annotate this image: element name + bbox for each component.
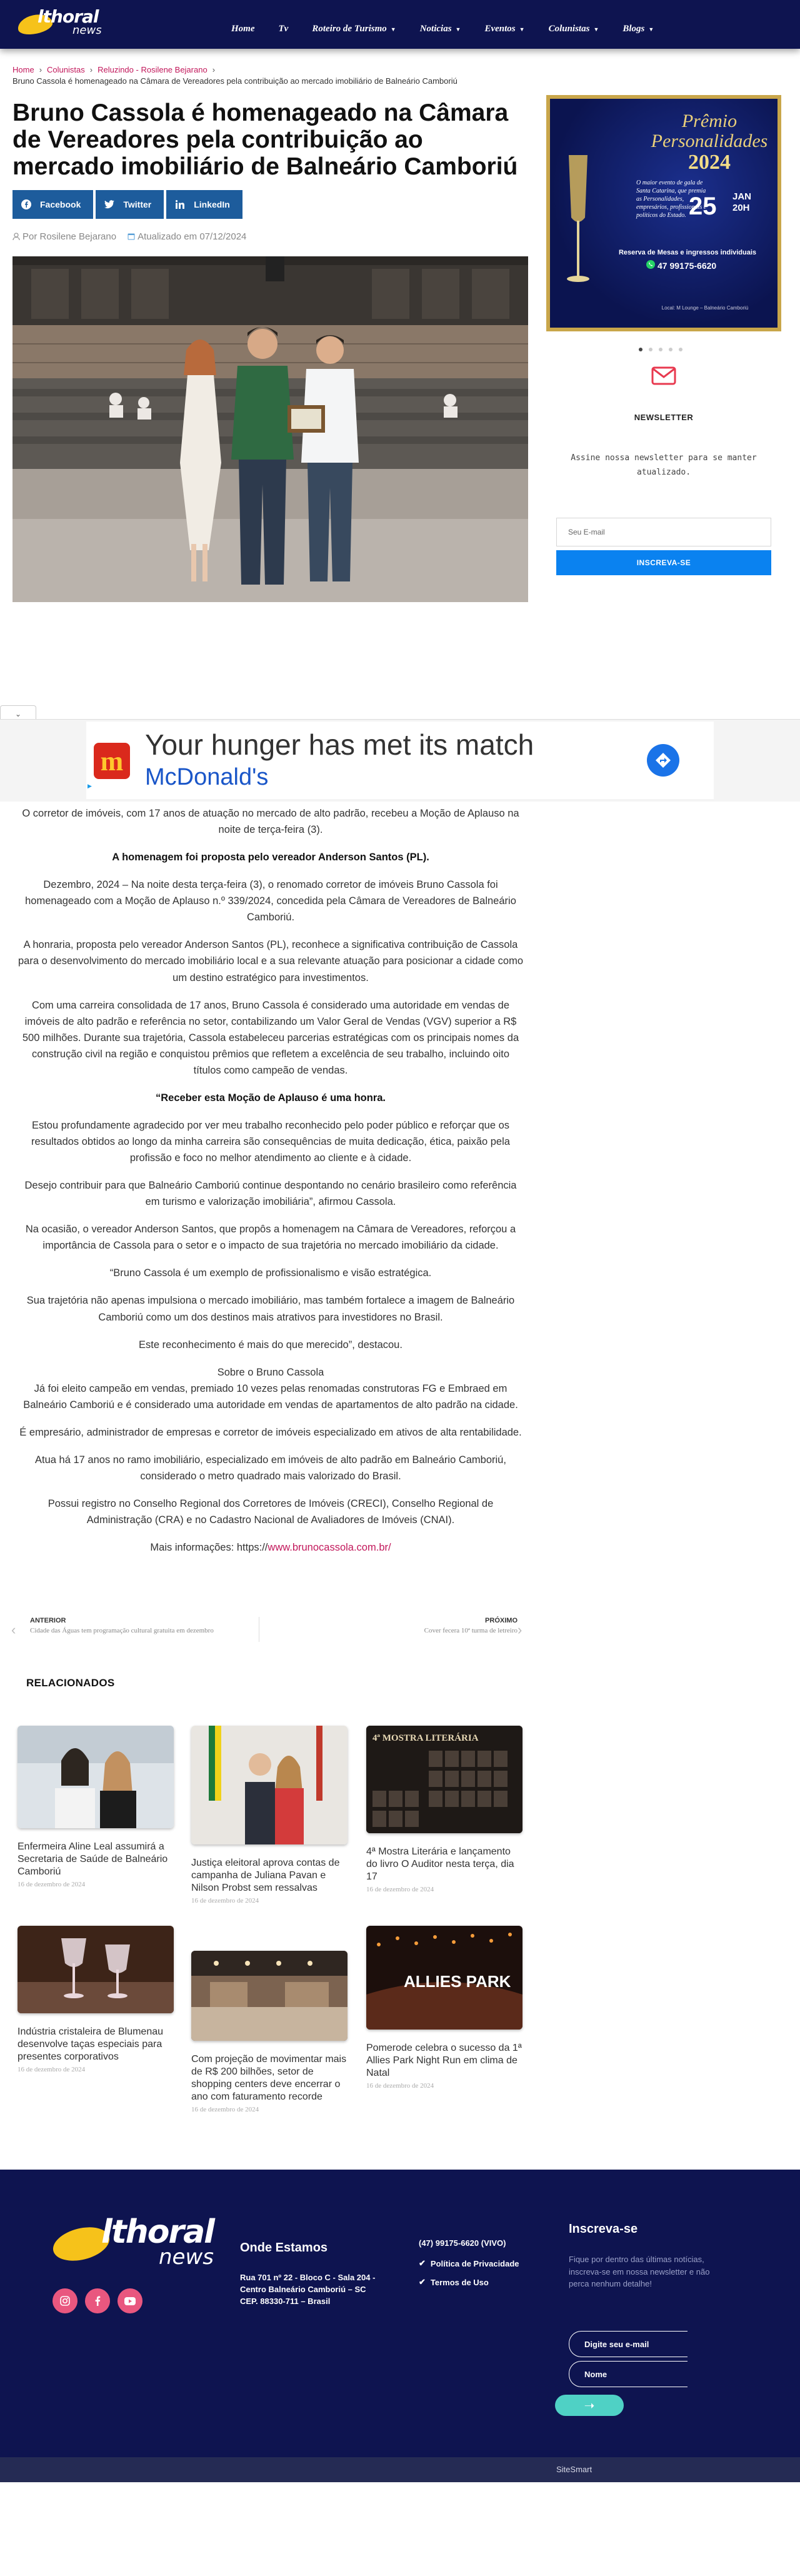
newsletter-text: Assine nossa newsletter para se manter atualizado. [571,453,757,477]
chevron-down-icon: ▼ [648,26,654,33]
share-linkedin-button[interactable]: LinkedIn [166,190,242,219]
footer-subscribe-text: Fique por dentro das últimas notícias, inscreva-se em nossa newsletter e não perca nenhum detalhe! [569,2255,710,2288]
footer-phone[interactable]: (47) 99175-6620 (VIVO) [419,2238,506,2248]
logo-subtext: news [72,24,102,37]
related-card-date: 16 de dezembro de 2024 [366,2082,434,2090]
article-paragraph: “Bruno Cassola é um exemplo de profissionalismo e visão estratégica. [109,1267,432,1279]
related-thumb[interactable] [191,1726,348,1844]
user-icon [12,232,20,239]
carousel-dot[interactable] [659,348,662,351]
chevron-down-icon: ⌄ [14,709,22,718]
carousel-dot[interactable] [639,348,642,351]
whatsapp-icon [646,260,655,271]
related-card[interactable] [18,1726,174,1888]
breadcrumb-home[interactable]: Home [12,65,34,74]
mcdonalds-logo-icon: m [94,743,130,779]
promo-description: O maior evento de gala de Santa Catarina, que premia as Personalidades, empresários, profissionais e políticos do Estado. [636,179,707,219]
chevron-right-icon: › [39,65,42,74]
mostra-thumb-text: 4ª MOSTRA LITERÁRIA [372,1733,479,1743]
check-icon: ✔ [419,2277,426,2287]
nav-roteiro[interactable]: Roteiro de Turismo ▼ [312,24,396,34]
article-paragraph: “Receber esta Moção de Aplauso é uma honra. [156,1092,386,1104]
article-title: Bruno Cassola é homenageado na Câmara de Vereadores pela contribuição ao mercado imobiliário de Balneário Camboriú [12,99,518,180]
article-body [18,805,524,1567]
related-card[interactable] [18,1926,174,2073]
footer-link-terms[interactable]: ✔ Termos de Uso [419,2277,489,2287]
nav-blogs[interactable]: Blogs ▼ [622,24,654,34]
share-facebook-button[interactable]: Facebook [12,190,93,219]
related-thumb[interactable] [18,1726,174,1828]
related-card-title[interactable]: Enfermeira Aline Leal assumirá a Secretaria de Saúde de Balneário Camboriú [18,1841,168,1877]
related-card[interactable] [366,1926,522,2090]
article-author[interactable]: Por Rosilene Bejarano [12,231,116,242]
nav-noticias[interactable]: Noticias ▼ [419,24,461,34]
article-paragraph: Sua trajetória não apenas impulsiona o mercado imobiliário, mas também fortalece a imagem de Balneário Camboriú como um dos destinos mais atrativos para investidores no Brasil. [26,1295,515,1323]
check-icon: ✔ [419,2258,426,2268]
article-paragraph: Possui registro no Conselho Regional dos Corretores de Imóveis (CRECI), Conselho Regional de Administração (CRA) e no Cadastro Nacional de Avaliadores de Imóveis (CNAI). [48,1498,494,1526]
newsletter-email-input[interactable]: Seu E-mail [556,518,771,546]
related-card-date: 16 de dezembro de 2024 [191,2106,259,2113]
nav-eventos[interactable]: Eventos ▼ [484,24,525,34]
carousel-dot[interactable] [649,348,652,351]
champagne-glass-icon [562,155,594,286]
article-paragraph: Na ocasião, o vereador Anderson Santos, que propôs a homenagem na Câmara de Vereadores, reforçou a importância de Cassola para o setor e o impacto de sua trajetória no mercado imobiliário da cidade. [25,1224,516,1252]
promo-title: Prêmio Personalidades 2024 [651,111,768,174]
chevron-down-icon: ▼ [593,26,599,33]
directions-arrow-icon[interactable] [647,744,679,777]
linkedin-icon [175,199,185,209]
article-paragraph: É empresário, administrador de empresas e corretor de imóveis especializado em ativos de alta rentabilidade. [19,1426,522,1438]
footer-address: Rua 701 nº 22 - Bloco C - Sala 204 - Centro Balneário Camboriú – SC CEP. 88330-711 – Brasil [240,2273,376,2306]
promo-banner[interactable] [546,95,781,331]
related-thumb[interactable] [18,1926,174,2013]
facebook-icon[interactable] [85,2288,110,2313]
article-meta [12,231,246,242]
chevron-down-icon: ▼ [455,26,461,33]
footer-subscribe-title: Inscreva-se [569,2222,638,2236]
ad-brand[interactable]: McDonald's [145,764,269,790]
related-thumb[interactable] [366,1926,522,2030]
promo-phone: 47 99175-6620 [646,260,716,271]
article-paragraph: Dezembro, 2024 – Na noite desta terça-feira (3), o renomado corretor de imóveis Bruno Cassola foi homenageado com a Moção de Aplauso n.º 339/2024, concedida pela Câmara de Vereadores de Balneário Camboriú. [25,879,516,923]
breadcrumb-current: Bruno Cassola é homenageado na Câmara de Vereadores pela contribuição ao mercado imobiliário de Balneário Camboriú [12,76,458,86]
article-photo [12,256,528,602]
related-thumb[interactable] [366,1726,522,1833]
carousel-dot[interactable] [679,348,682,351]
facebook-icon [21,199,31,209]
twitter-icon [104,199,114,209]
site-logo[interactable] [18,5,111,43]
promo-footer: Local: M Lounge – Balneário Camboriú [661,305,749,311]
footer-email-input[interactable]: Digite seu e-mail [569,2331,688,2357]
article-paragraph: Estou profundamente agradecido por ver meu trabalho reconhecido pelo poder público e reforçar que os resultados obtidos ao longo da minha carreira são consequências de muita dedicação, ética, paixão pela profissão e foco no melhor atendimento ao cliente e à cidade. [31,1119,510,1164]
article-paragraph: Atua há 17 anos no ramo imobiliário, especializado em imóveis de alto padrão em Balneário Camboriú, considerado o metro quadrado mais valorizado do Brasil. [35,1454,506,1482]
newsletter-subscribe-button[interactable]: INSCREVA-SE [556,550,771,575]
footer-link-privacy[interactable]: ✔ Política de Privacidade [419,2258,519,2268]
logo-text: lthoral [38,6,99,27]
promo-month-time: JAN 20H [732,191,752,213]
instagram-icon[interactable] [52,2288,78,2313]
chevron-right-icon[interactable]: › [518,1622,522,1638]
related-card-date: 16 de dezembro de 2024 [191,1897,259,1904]
chevron-down-icon: ▼ [519,26,525,33]
chevron-right-icon: › [89,65,93,74]
related-card-title[interactable]: Indústria cristaleira de Blumenau desenvolve taças especiais para presentes corporativos [18,2026,164,2062]
article-paragraph: A homenagem foi proposta pelo vereador Anderson Santos (PL). [112,852,429,863]
site-footer [0,2170,800,2457]
share-bar [12,190,242,219]
youtube-icon[interactable] [118,2288,142,2313]
related-card[interactable] [366,1726,522,1893]
promo-reserve: Reserva de Mesas e ingressos individuais [618,249,757,256]
promo-day: 25 [689,193,717,220]
chevron-right-icon: › [212,65,216,74]
breadcrumb-colunistas[interactable]: Colunistas [47,65,85,74]
article-paragraph: A honraria, proposta pelo vereador Anderson Santos (PL), reconhece a significativa contribuição de Cassola para o desenvolvimento do mercado imobiliário local e a sua relevante atuação para posicionar a cidade como um destino estratégico para investimentos. [18,939,524,984]
allies-thumb-text: ALLIES PARK [404,1972,511,1991]
article-paragraph: Sobre o Bruno Cassola Já foi eleito campeão em vendas, premiado 10 vezes pelas renomadas construtoras FG e Embraed em Balneário Camboriú e é considerado uma autoridade em vendas de apartamentos de alto padrão na cidade. [23,1366,518,1411]
nav-tv[interactable]: Tv [278,24,289,34]
article-paragraph: Com uma carreira consolidada de 17 anos, Bruno Cassola é considerado uma autoridade em vendas de imóveis de alto padrão e referência no setor, contabilizando um Valor Geral de Vendas (VGV) superior a R$ 500 milhões. Durante sua trajetória, Cassola estabeleceu parcerias estratégicas com os principais nomes da construção civil na região e conquistou prêmios que refletem a excelência de seu trabalho, incluindo oito títulos como campeão de vendas. [22,999,519,1076]
chevron-down-icon: ▼ [390,26,396,33]
article-paragraph: Este reconhecimento é mais do que merecido”, destacou. [139,1339,402,1351]
next-post-link[interactable]: PRÓXIMO Cover fecera 10ª turma de letreiro [424,1617,518,1634]
ad-info-icon[interactable]: ▶ [88,783,92,789]
footer-logo[interactable]: lthoral news [52,2213,215,2270]
article-updated: Atualizado em 07/12/2024 [128,231,246,242]
more-info: Mais informações: https://www.brunocassola.com.br/ [150,1542,391,1554]
breadcrumb-reluzindo[interactable]: Reluzindo - Rosilene Bejarano [98,65,208,74]
related-card-title[interactable]: Pomerode celebra o sucesso da 1ª Allies Park Night Run em clima de Natal [366,2043,522,2078]
related-card-date: 16 de dezembro de 2024 [18,1881,86,1888]
chevron-left-icon[interactable]: ‹ [11,1622,16,1638]
related-card-title[interactable]: 4ª Mostra Literária e lançamento do livro O Auditor nesta terça, dia 17 [366,1846,514,1882]
article-paragraph: Desejo contribuir para que Balneário Camboriú continue despontando no cenário brasileiro como referência em turismo e valorização imobiliária”, afirmou Cassola. [24,1180,517,1208]
envelope-icon [651,366,676,385]
ad-headline[interactable]: Your hunger has met its match [145,728,534,761]
share-twitter-button[interactable]: Twitter [96,190,164,219]
site-header [0,0,800,49]
nav-home[interactable]: Home [231,24,255,34]
newsletter-title: NEWSLETTER [634,413,694,422]
related-card[interactable] [191,1726,348,1904]
calendar-icon [128,232,135,239]
breadcrumb [12,65,215,74]
carousel-dots [639,348,682,351]
prev-post-link[interactable]: ANTERIOR Cidade das Águas tem programação cultural gratuita em dezembro [30,1617,214,1634]
social-links [52,2288,142,2313]
footer-name-input[interactable]: Nome [569,2361,688,2387]
article-paragraph: O corretor de imóveis, com 17 anos de atuação no mercado de alto padrão, recebeu a Moção de Aplauso na noite de terça-feira (3). [22,808,519,836]
bottom-bar [0,2457,800,2482]
related-card-date: 16 de dezembro de 2024 [366,1886,434,1893]
related-card-date: 16 de dezembro de 2024 [18,2066,86,2073]
related-thumb[interactable] [191,1951,348,2041]
arrow-right-icon: ➝ [584,2398,595,2413]
footer-submit-button[interactable] [555,2395,624,2416]
nav-colunistas[interactable]: Colunistas ▼ [548,24,599,34]
more-info-link[interactable]: www.brunocassola.com.br/ [268,1542,391,1554]
related-card[interactable] [191,1951,348,2113]
related-card-title[interactable]: Com projeção de movimentar mais de R$ 200 bilhões, setor de shopping centers deve encerrar o ano com faturamento recorde [191,2054,347,2102]
related-card-title[interactable]: Justiça eleitoral aprova contas de campanha de Juliana Pavan e Nilson Probst sem ressalvas [191,1858,340,1893]
footer-credit[interactable]: SiteSmart [556,2465,592,2474]
related-title: RELACIONADOS [26,1677,115,1689]
footer-where-title: Onde Estamos [240,2241,328,2255]
carousel-dot[interactable] [669,348,672,351]
main-nav [231,24,678,34]
